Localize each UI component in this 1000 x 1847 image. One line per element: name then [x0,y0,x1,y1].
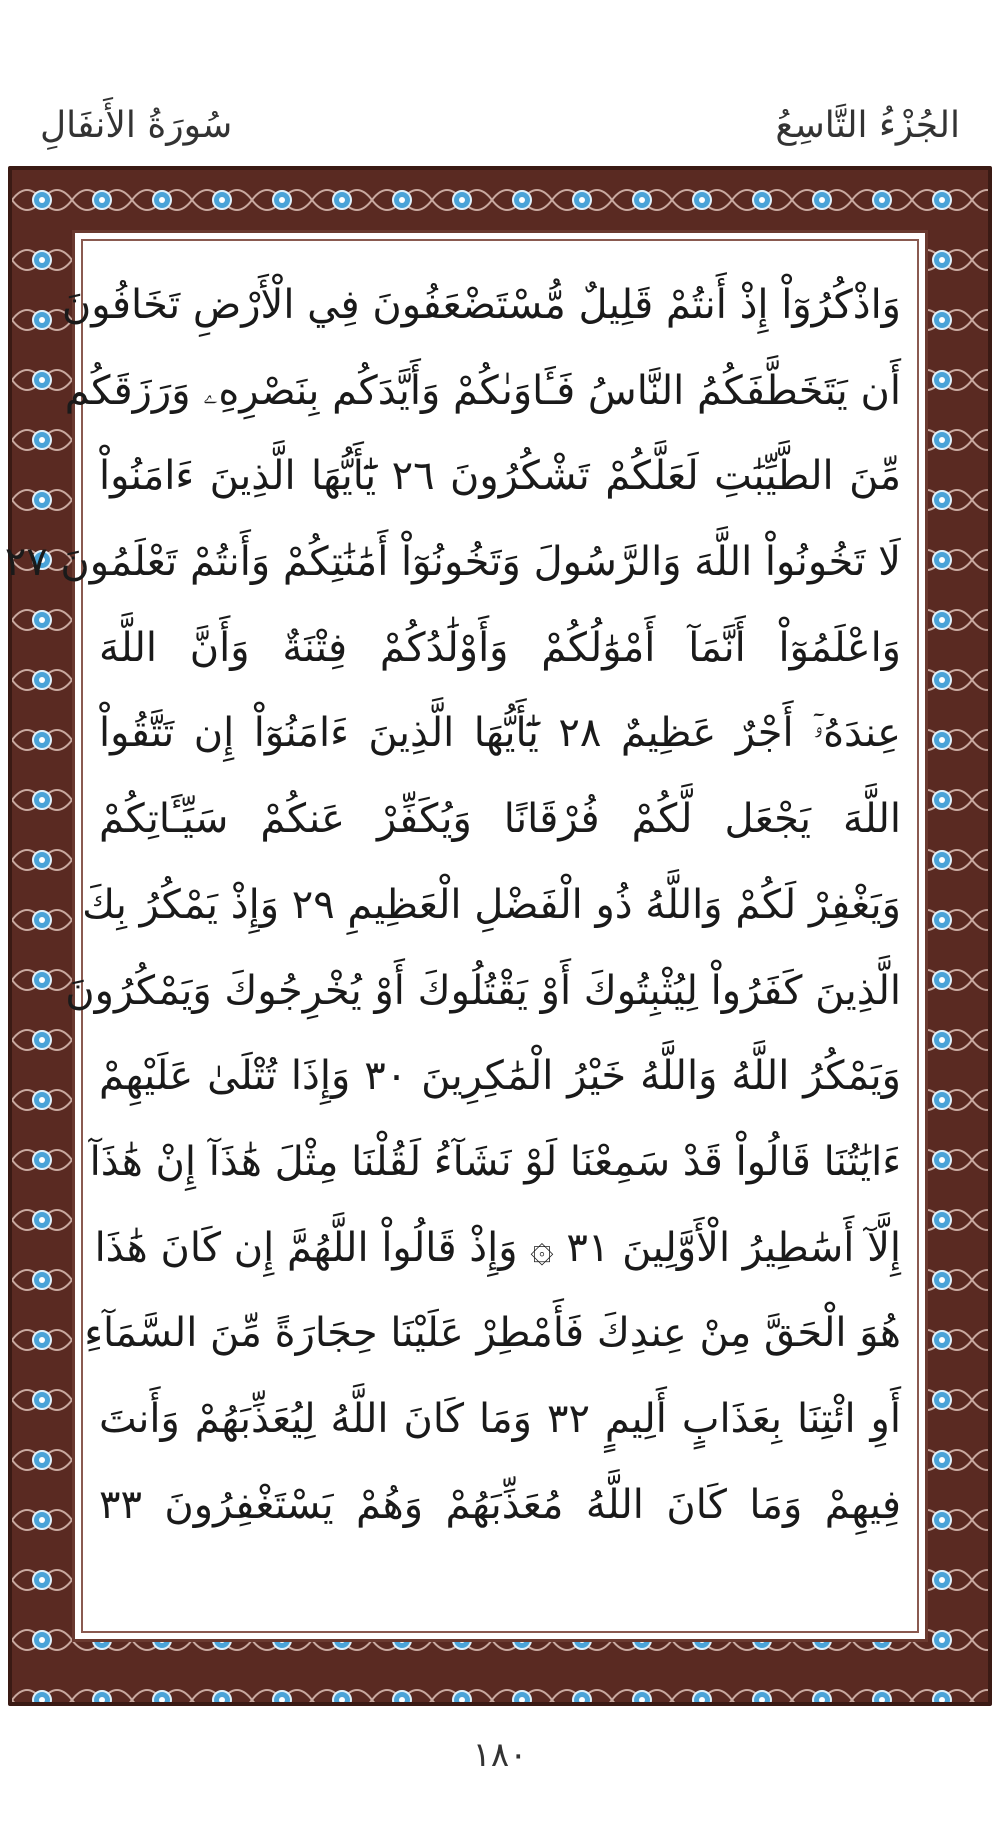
ornamental-frame [4,166,992,1706]
surah-title: سُورَةُ الأَنفَالِ [40,105,233,146]
text-line-14: أَوِ ائْتِنَا بِعَذَابٍ أَلِيمٍ ٣٢ وَمَا كَانَ اللَّهُ لِيُعَذِّبَهُمْ وَأَنتَ [99,1395,901,1442]
text-line-5: وَاعْلَمُوٓاْ أَنَّمَآ أَمْوَٰلُكُمْ وَأَوْلَٰدُكُمْ فِتْنَةٌ وَأَنَّ اللَّهَ [99,624,901,671]
text-line-10: وَيَمْكُرُ اللَّهُ وَاللَّهُ خَيْرُ الْمَٰكِرِينَ ٣٠ وَإِذَا تُتْلَىٰ عَلَيْهِمْ [99,1053,902,1100]
page-number: ١٨٠ [472,1735,528,1775]
juz-title: الجُزْءُ التَّاسِعُ [775,105,960,146]
text-line-7: اللَّهَ يَجْعَل لَّكُمْ فُرْقَانًا وَيُكَفِّرْ عَنكُمْ سَيِّـَٔاتِكُمْ [99,796,901,843]
text-panel [4,230,928,1642]
text-line-11: ءَايَٰتُنَا قَالُواْ قَدْ سَمِعْنَا لَوْ نَشَآءُ لَقُلْنَا مِثْلَ هَٰذَآ إِنْ هَٰذَآ [89,1138,901,1185]
page-header [40,96,960,156]
text-line-12: إِلَّآ أَسَٰطِيرُ الْأَوَّلِينَ ٣١ ۞ وَإِذْ قَالُواْ اللَّهُمَّ إِن كَانَ هَٰذَا [94,1224,901,1271]
text-line-2: أَن يَتَخَطَّفَكُمُ النَّاسُ فَـَٔاوَىٰكُمْ وَأَيَّدَكُم بِنَصْرِهِۦ وَرَزَقَكُم [64,367,901,414]
text-line-3: مِّنَ الطَّيِّبَٰتِ لَعَلَّكُمْ تَشْكُرُونَ ٢٦ يَٰٓأَيُّهَا الَّذِينَ ءَامَنُواْ [99,453,901,500]
text-line-8: وَيَغْفِرْ لَكُمْ وَاللَّهُ ذُو الْفَضْلِ الْعَظِيمِ ٢٩ وَإِذْ يَمْكُرُ بِكَ [82,881,901,928]
text-line-6: عِندَهُۥٓ أَجْرٌ عَظِيمٌ ٢٨ يَٰٓأَيُّهَا الَّذِينَ ءَامَنُوٓاْ إِن تَتَّقُواْ [99,710,901,757]
text-line-15: فِيهِمْ وَمَا كَانَ اللَّهُ مُعَذِّبَهُمْ وَهُمْ يَسْتَغْفِرُونَ ٣٣ [99,1481,901,1528]
text-line-1: وَاذْكُرُوٓاْ إِذْ أَنتُمْ قَلِيلٌ مُّسْتَضْعَفُونَ فِي الْأَرْضِ تَخَافُونَ [61,282,901,328]
text-line-13: هُوَ الْحَقَّ مِنْ عِندِكَ فَأَمْطِرْ عَلَيْنَا حِجَارَةً مِّنَ السَّمَآءِ [84,1310,901,1357]
text-line-4: لَا تَخُونُواْ اللَّهَ وَالرَّسُولَ وَتَخُونُوٓاْ أَمَٰنَٰتِكُمْ وَأَنتُمْ تَعْلَمُونَ ٢٧ [4,539,901,586]
text-line-9: الَّذِينَ كَفَرُواْ لِيُثْبِتُوكَ أَوْ يَقْتُلُوكَ أَوْ يُخْرِجُوكَ وَيَمْكُرُونَ [65,967,901,1014]
quran-text [4,263,902,1619]
